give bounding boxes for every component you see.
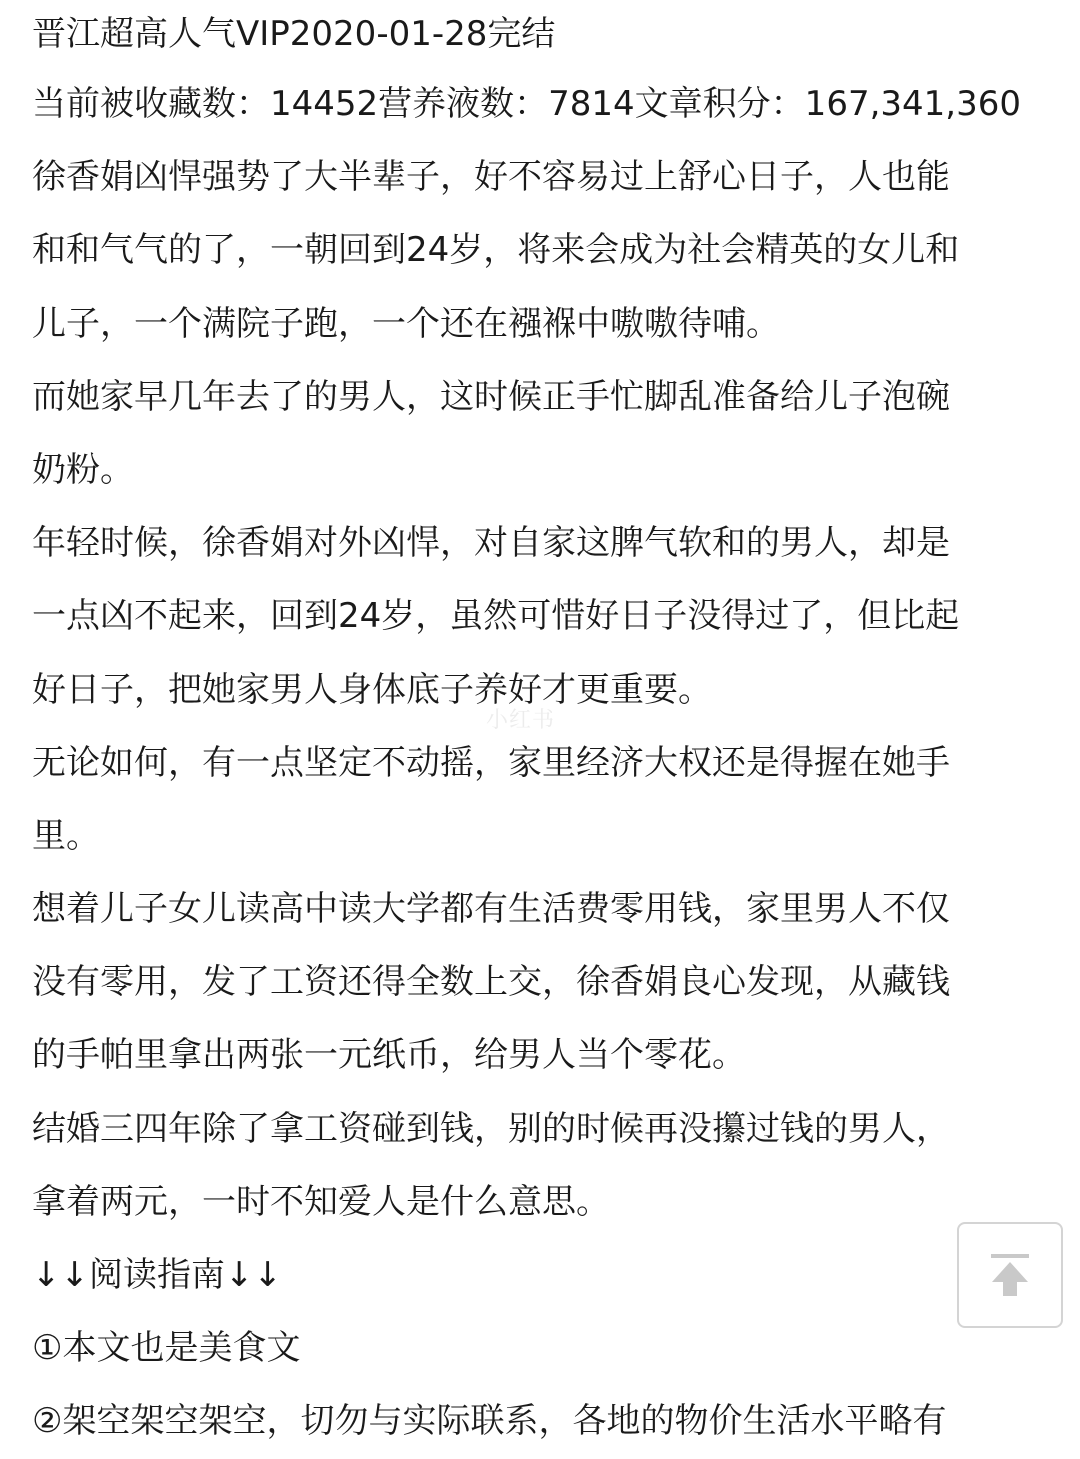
- text-line: 好日子，把她家男人身体底子养好才更重要。: [32, 669, 712, 710]
- text-line: 无论如何，有一点坚定不动摇，家里经济大权还是得握在她手: [32, 742, 950, 783]
- scroll-to-top-icon: [988, 1252, 1032, 1298]
- text-line: 和和气气的了，一朝回到24岁，将来会成为社会精英的女儿和: [32, 230, 960, 271]
- text-line: 结婚三四年除了拿工资碰到钱，别的时候再没攥过钱的男人，: [32, 1108, 950, 1149]
- guide-item: ①本文也是美食文: [32, 1328, 301, 1369]
- text-line: 年轻时候，徐香娟对外凶悍，对自家这脾气软和的男人，却是: [32, 523, 950, 564]
- text-line: 的手帕里拿出两张一元纸币，给男人当个零花。: [32, 1035, 746, 1076]
- title-line: 晋江超高人气VIP2020-01-28完结: [32, 14, 556, 54]
- guide-item: ②架空架空架空，切勿与实际联系，各地的物价生活水平略有: [32, 1401, 947, 1442]
- text-line: 徐香娟凶悍强势了大半辈子，好不容易过上舒心日子，人也能: [32, 157, 950, 198]
- text-line: 而她家早几年去了的男人，这时候正手忙脚乱准备给儿子泡碗: [32, 376, 950, 417]
- text-line: 想着儿子女儿读高中读大学都有生活费零用钱，家里男人不仅: [32, 889, 950, 930]
- text-line: 儿子，一个满院子跑，一个还在襁褓中嗷嗷待哺。: [32, 303, 780, 344]
- text-line: 里。: [32, 815, 100, 856]
- scroll-to-top-button[interactable]: [957, 1222, 1063, 1328]
- text-line: 拿着两元，一时不知爱人是什么意思。: [32, 1181, 610, 1222]
- text-line: 没有零用，发了工资还得全数上交，徐香娟良心发现，从藏钱: [32, 962, 950, 1003]
- watermark: 小红书: [486, 708, 556, 733]
- text-line: 奶粉。: [32, 449, 134, 490]
- reading-guide-heading: ↓↓阅读指南↓↓: [32, 1255, 282, 1295]
- text-line: 一点凶不起来，回到24岁，虽然可惜好日子没得过了，但比起: [32, 596, 960, 637]
- stats-line: 当前被收藏数：14452营养液数：7814文章积分：167,341,360: [32, 84, 1021, 124]
